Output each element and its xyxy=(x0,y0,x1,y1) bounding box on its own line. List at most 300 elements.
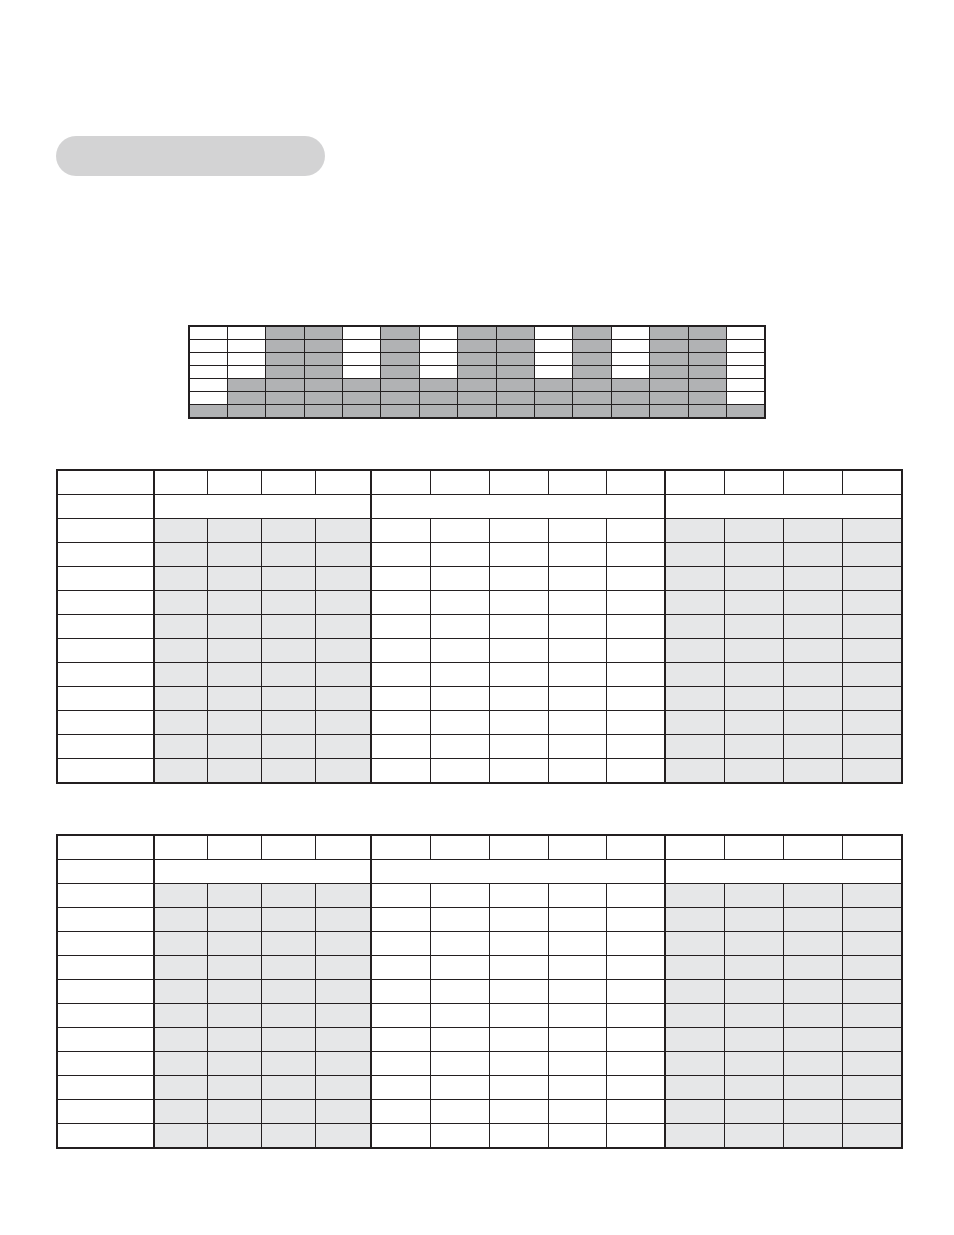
table-cell xyxy=(430,663,489,687)
table-cell xyxy=(489,1052,548,1076)
pattern-cell xyxy=(419,366,457,379)
row-label-cell xyxy=(57,519,154,543)
table-row xyxy=(57,980,902,1004)
table-cell xyxy=(842,1124,902,1149)
row-label-cell xyxy=(57,1100,154,1124)
pattern-row xyxy=(189,405,765,419)
table-cell xyxy=(430,884,489,908)
pattern-cell xyxy=(227,366,265,379)
table-cell xyxy=(783,1052,842,1076)
table-cell xyxy=(315,687,371,711)
header-cell xyxy=(606,470,665,495)
table-cell xyxy=(665,687,724,711)
table-cell xyxy=(842,759,902,784)
pattern-cell xyxy=(304,340,342,353)
pattern-row xyxy=(189,353,765,366)
table-cell xyxy=(261,1124,315,1149)
table-cell xyxy=(154,884,207,908)
row-label-cell xyxy=(57,615,154,639)
table-cell xyxy=(548,1100,606,1124)
pattern-cell xyxy=(381,353,419,366)
pattern-cell xyxy=(688,366,726,379)
table-cell xyxy=(783,567,842,591)
table-cell xyxy=(315,591,371,615)
data-table-upper-body xyxy=(57,470,902,783)
table-cell xyxy=(207,663,261,687)
table-cell xyxy=(430,735,489,759)
group-header-cell xyxy=(665,860,902,884)
pattern-cell xyxy=(611,326,649,340)
table-group-row xyxy=(57,495,902,519)
table-cell xyxy=(315,932,371,956)
pattern-cell xyxy=(573,340,611,353)
table-cell xyxy=(154,980,207,1004)
table-cell xyxy=(315,980,371,1004)
table-cell xyxy=(548,615,606,639)
pattern-cell xyxy=(688,326,726,340)
table-cell xyxy=(489,1100,548,1124)
table-cell xyxy=(207,1004,261,1028)
pattern-cell xyxy=(343,326,381,340)
row-label-cell xyxy=(57,663,154,687)
row-label-cell xyxy=(57,591,154,615)
table-cell xyxy=(207,567,261,591)
table-cell xyxy=(665,1004,724,1028)
pattern-cell xyxy=(650,392,688,405)
table-cell xyxy=(261,884,315,908)
pattern-cell xyxy=(496,405,534,419)
table-cell xyxy=(724,1004,783,1028)
table-row xyxy=(57,1124,902,1149)
table-cell xyxy=(489,567,548,591)
table-cell xyxy=(783,980,842,1004)
table-cell xyxy=(548,1052,606,1076)
table-cell xyxy=(724,615,783,639)
pattern-cell xyxy=(189,353,227,366)
table-cell xyxy=(154,1124,207,1149)
pattern-cell xyxy=(419,340,457,353)
table-cell xyxy=(489,615,548,639)
table-cell xyxy=(430,639,489,663)
table-cell xyxy=(842,687,902,711)
table-cell xyxy=(430,591,489,615)
table-cell xyxy=(842,1004,902,1028)
table-cell xyxy=(842,1052,902,1076)
row-label-cell xyxy=(57,567,154,591)
table-cell xyxy=(724,711,783,735)
table-cell xyxy=(665,980,724,1004)
table-cell xyxy=(154,615,207,639)
pattern-row xyxy=(189,366,765,379)
table-cell xyxy=(261,591,315,615)
pattern-cell xyxy=(304,326,342,340)
header-cell xyxy=(261,835,315,860)
pattern-cell xyxy=(381,340,419,353)
table-cell xyxy=(261,1028,315,1052)
table-cell xyxy=(430,543,489,567)
table-cell xyxy=(371,567,430,591)
pattern-row xyxy=(189,326,765,340)
pattern-cell xyxy=(419,326,457,340)
table-row xyxy=(57,735,902,759)
pattern-cell xyxy=(189,326,227,340)
table-cell xyxy=(154,591,207,615)
header-cell xyxy=(548,835,606,860)
pattern-cell xyxy=(650,379,688,392)
table-cell xyxy=(548,711,606,735)
pattern-cell xyxy=(343,340,381,353)
pattern-cell xyxy=(419,353,457,366)
table-cell xyxy=(489,1076,548,1100)
table-cell xyxy=(489,663,548,687)
table-cell xyxy=(371,980,430,1004)
pattern-cell xyxy=(726,340,765,353)
table-row xyxy=(57,639,902,663)
table-cell xyxy=(489,759,548,784)
table-cell xyxy=(154,1028,207,1052)
pattern-cell xyxy=(189,340,227,353)
table-cell xyxy=(489,980,548,1004)
pattern-cell xyxy=(343,405,381,419)
table-cell xyxy=(548,687,606,711)
table-cell xyxy=(548,759,606,784)
table-row xyxy=(57,884,902,908)
row-label-cell xyxy=(57,543,154,567)
data-table-lower-body xyxy=(57,835,902,1148)
table-cell xyxy=(842,932,902,956)
table-cell xyxy=(207,735,261,759)
table-cell xyxy=(430,932,489,956)
table-cell xyxy=(261,663,315,687)
table-cell xyxy=(783,1100,842,1124)
section-title-pill xyxy=(56,136,325,176)
pattern-cell xyxy=(535,340,573,353)
pattern-cell xyxy=(496,366,534,379)
pattern-cell xyxy=(726,366,765,379)
group-label-cell xyxy=(57,860,154,884)
pattern-cell xyxy=(535,405,573,419)
pattern-cell xyxy=(266,366,304,379)
table-cell xyxy=(783,639,842,663)
row-label-cell xyxy=(57,1124,154,1149)
header-cell xyxy=(57,835,154,860)
header-cell xyxy=(315,470,371,495)
table-cell xyxy=(842,543,902,567)
pattern-cell xyxy=(189,366,227,379)
table-cell xyxy=(315,1076,371,1100)
table-cell xyxy=(371,1004,430,1028)
pattern-cell xyxy=(650,366,688,379)
table-cell xyxy=(783,759,842,784)
row-label-cell xyxy=(57,1004,154,1028)
pattern-cell xyxy=(496,379,534,392)
table-cell xyxy=(665,759,724,784)
table-cell xyxy=(154,1052,207,1076)
table-cell xyxy=(665,663,724,687)
table-cell xyxy=(606,663,665,687)
group-header-cell xyxy=(154,495,371,519)
table-cell xyxy=(430,908,489,932)
table-cell xyxy=(548,543,606,567)
table-cell xyxy=(261,543,315,567)
pattern-cell xyxy=(266,340,304,353)
table-cell xyxy=(665,591,724,615)
table-cell xyxy=(315,1100,371,1124)
table-cell xyxy=(371,1052,430,1076)
table-cell xyxy=(430,1076,489,1100)
table-row xyxy=(57,711,902,735)
table-cell xyxy=(724,932,783,956)
table-cell xyxy=(489,932,548,956)
row-label-cell xyxy=(57,687,154,711)
table-cell xyxy=(154,663,207,687)
table-cell xyxy=(371,1028,430,1052)
table-cell xyxy=(606,980,665,1004)
table-cell xyxy=(606,615,665,639)
table-cell xyxy=(430,956,489,980)
header-cell xyxy=(154,835,207,860)
pattern-cell xyxy=(535,353,573,366)
header-cell xyxy=(371,470,430,495)
pattern-cell xyxy=(227,340,265,353)
table-row xyxy=(57,1100,902,1124)
table-cell xyxy=(315,908,371,932)
pattern-cell xyxy=(688,392,726,405)
row-label-cell xyxy=(57,639,154,663)
table-cell xyxy=(606,759,665,784)
pattern-cell xyxy=(227,379,265,392)
table-cell xyxy=(548,663,606,687)
pattern-cell xyxy=(496,392,534,405)
pattern-cell xyxy=(227,405,265,419)
table-cell xyxy=(606,519,665,543)
table-cell xyxy=(489,956,548,980)
table-cell xyxy=(606,1028,665,1052)
header-cell xyxy=(842,470,902,495)
table-cell xyxy=(842,956,902,980)
pattern-cell xyxy=(419,379,457,392)
pattern-cell xyxy=(688,405,726,419)
shading-pattern-body xyxy=(189,326,765,418)
group-header-cell xyxy=(371,495,665,519)
table-cell xyxy=(207,759,261,784)
header-cell xyxy=(154,470,207,495)
table-cell xyxy=(489,591,548,615)
pattern-cell xyxy=(381,326,419,340)
table-cell xyxy=(665,543,724,567)
table-cell xyxy=(548,567,606,591)
table-cell xyxy=(315,615,371,639)
table-cell xyxy=(207,980,261,1004)
table-cell xyxy=(371,1124,430,1149)
table-row xyxy=(57,759,902,784)
table-cell xyxy=(724,1124,783,1149)
table-row xyxy=(57,543,902,567)
group-header-cell xyxy=(665,495,902,519)
table-cell xyxy=(371,932,430,956)
table-cell xyxy=(489,884,548,908)
table-cell xyxy=(154,735,207,759)
pattern-cell xyxy=(496,353,534,366)
table-cell xyxy=(315,567,371,591)
table-cell xyxy=(207,543,261,567)
pattern-cell xyxy=(535,366,573,379)
pattern-cell xyxy=(726,353,765,366)
pattern-cell xyxy=(650,405,688,419)
pattern-cell xyxy=(496,340,534,353)
table-cell xyxy=(430,1052,489,1076)
table-cell xyxy=(665,1124,724,1149)
pattern-cell xyxy=(496,326,534,340)
table-cell xyxy=(724,1100,783,1124)
table-cell xyxy=(207,519,261,543)
table-cell xyxy=(154,1004,207,1028)
table-cell xyxy=(315,1052,371,1076)
pattern-cell xyxy=(458,379,496,392)
pattern-cell xyxy=(304,392,342,405)
table-cell xyxy=(154,932,207,956)
group-header-cell xyxy=(371,860,665,884)
table-cell xyxy=(489,543,548,567)
table-cell xyxy=(665,884,724,908)
table-cell xyxy=(842,711,902,735)
header-cell xyxy=(57,470,154,495)
table-cell xyxy=(261,711,315,735)
pattern-cell xyxy=(535,326,573,340)
table-cell xyxy=(842,1028,902,1052)
table-cell xyxy=(548,980,606,1004)
table-cell xyxy=(315,1004,371,1028)
header-cell xyxy=(207,470,261,495)
table-row xyxy=(57,932,902,956)
group-label-cell xyxy=(57,495,154,519)
pattern-cell xyxy=(611,379,649,392)
table-cell xyxy=(724,687,783,711)
table-cell xyxy=(724,759,783,784)
table-cell xyxy=(783,1004,842,1028)
pattern-cell xyxy=(573,379,611,392)
table-row xyxy=(57,615,902,639)
table-cell xyxy=(842,639,902,663)
table-cell xyxy=(665,567,724,591)
table-cell xyxy=(548,1004,606,1028)
table-cell xyxy=(371,711,430,735)
row-label-cell xyxy=(57,956,154,980)
table-row xyxy=(57,687,902,711)
table-row xyxy=(57,1052,902,1076)
pattern-cell xyxy=(227,353,265,366)
table-row xyxy=(57,591,902,615)
pattern-cell xyxy=(726,326,765,340)
table-cell xyxy=(154,543,207,567)
pattern-cell xyxy=(266,379,304,392)
table-cell xyxy=(371,884,430,908)
header-cell xyxy=(724,470,783,495)
row-label-cell xyxy=(57,759,154,784)
row-label-cell xyxy=(57,735,154,759)
table-cell xyxy=(842,1100,902,1124)
data-table-lower xyxy=(56,834,903,1149)
table-cell xyxy=(606,1052,665,1076)
table-cell xyxy=(548,519,606,543)
table-cell xyxy=(783,711,842,735)
header-cell xyxy=(783,835,842,860)
pattern-cell xyxy=(419,405,457,419)
pattern-cell xyxy=(343,379,381,392)
pattern-cell xyxy=(304,405,342,419)
pattern-cell xyxy=(266,392,304,405)
pattern-cell xyxy=(573,405,611,419)
table-cell xyxy=(430,980,489,1004)
table-cell xyxy=(783,615,842,639)
table-cell xyxy=(606,687,665,711)
table-cell xyxy=(261,980,315,1004)
table-cell xyxy=(548,908,606,932)
header-cell xyxy=(606,835,665,860)
table-row xyxy=(57,1076,902,1100)
table-cell xyxy=(154,1076,207,1100)
header-cell xyxy=(665,470,724,495)
table-cell xyxy=(154,908,207,932)
row-label-cell xyxy=(57,1076,154,1100)
table-cell xyxy=(154,956,207,980)
table-cell xyxy=(548,735,606,759)
table-cell xyxy=(783,687,842,711)
table-cell xyxy=(371,1076,430,1100)
table-cell xyxy=(724,956,783,980)
pattern-cell xyxy=(266,353,304,366)
pattern-row xyxy=(189,392,765,405)
table-cell xyxy=(207,932,261,956)
table-cell xyxy=(548,639,606,663)
table-cell xyxy=(606,1004,665,1028)
pattern-cell xyxy=(343,366,381,379)
table-cell xyxy=(261,615,315,639)
table-cell xyxy=(783,1124,842,1149)
table-cell xyxy=(489,735,548,759)
table-cell xyxy=(430,687,489,711)
table-cell xyxy=(665,956,724,980)
pattern-cell xyxy=(458,340,496,353)
table-cell xyxy=(207,711,261,735)
table-cell xyxy=(261,519,315,543)
table-cell xyxy=(665,1052,724,1076)
pattern-cell xyxy=(650,340,688,353)
table-cell xyxy=(606,932,665,956)
table-cell xyxy=(315,543,371,567)
pattern-cell xyxy=(419,392,457,405)
table-cell xyxy=(371,1100,430,1124)
pattern-cell xyxy=(458,326,496,340)
table-cell xyxy=(489,908,548,932)
pattern-cell xyxy=(573,392,611,405)
pattern-cell xyxy=(381,379,419,392)
header-cell xyxy=(261,470,315,495)
header-cell xyxy=(430,835,489,860)
table-row xyxy=(57,956,902,980)
pattern-cell xyxy=(458,405,496,419)
table-row xyxy=(57,1004,902,1028)
table-cell xyxy=(371,687,430,711)
pattern-cell xyxy=(227,326,265,340)
table-cell xyxy=(430,711,489,735)
table-cell xyxy=(783,884,842,908)
group-header-cell xyxy=(154,860,371,884)
header-cell xyxy=(371,835,430,860)
table-cell xyxy=(315,663,371,687)
table-cell xyxy=(783,663,842,687)
table-cell xyxy=(261,567,315,591)
